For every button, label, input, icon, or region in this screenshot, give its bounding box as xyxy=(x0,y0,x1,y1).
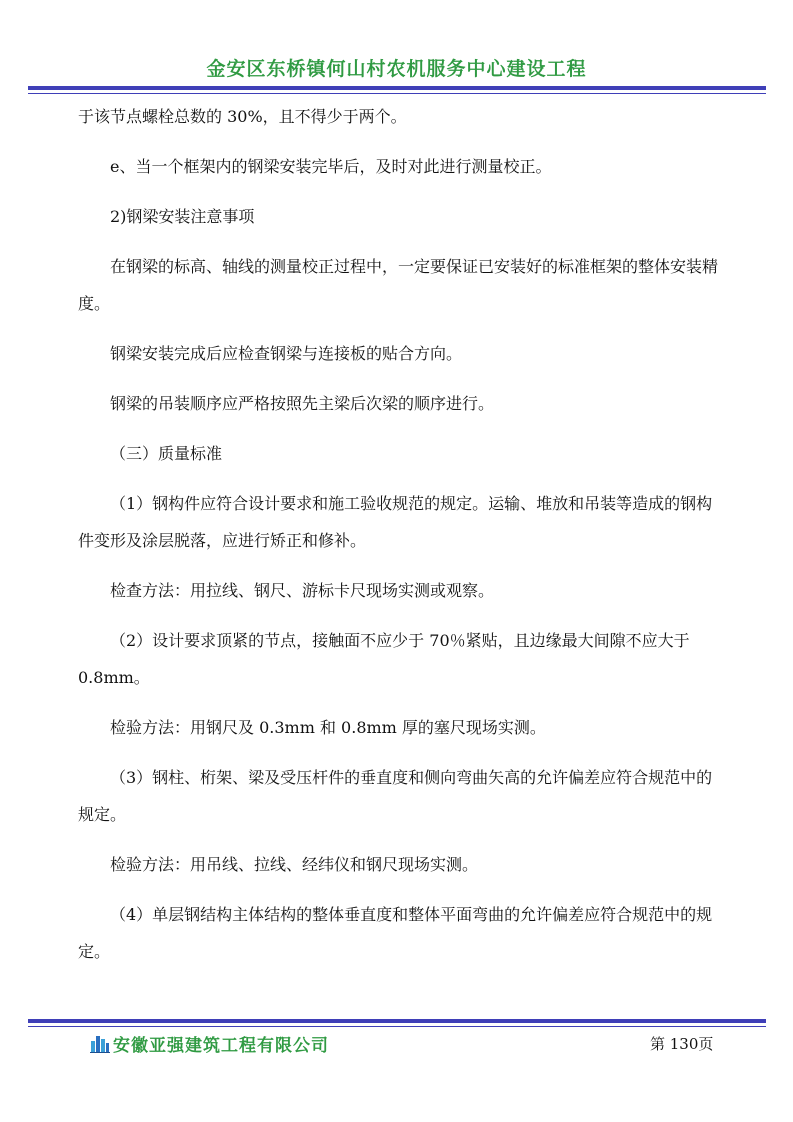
paragraph-6: 钢梁的吊装顺序应严格按照先主梁后次梁的顺序进行。 xyxy=(110,394,495,413)
footer-rule-thin xyxy=(28,1026,766,1027)
paragraph-4: 在钢梁的标高、轴线的测量校正过程中，一定要保证已安装好的标准框架的整体安装精度。 xyxy=(78,257,719,313)
paragraph-11: 检验方法：用钢尺及 0.3mm 和 0.8mm 厚的塞尺现场实测。 xyxy=(110,718,546,737)
paragraph-2: e、当一个框架内的钢梁安装完毕后，及时对此进行测量校正。 xyxy=(110,157,552,176)
header-title: 金安区东桥镇何山村农机服务中心建设工程 xyxy=(206,58,587,80)
paragraph-3-heading: 2)钢梁安装注意事项 xyxy=(110,207,255,226)
header-rule-thin xyxy=(28,93,766,94)
footer-rule-thick xyxy=(28,1019,766,1023)
paragraph-1: 于该节点螺栓总数的 30%，且不得少于两个。 xyxy=(78,107,407,126)
document-body xyxy=(78,98,722,983)
paragraph-14: （4）单层钢结构主体结构的整体垂直度和整体平面弯曲的允许偏差应符合规范中的规定。 xyxy=(78,905,713,961)
page-number: 第 130页 xyxy=(650,1035,714,1053)
building-logo-icon xyxy=(90,1033,110,1053)
paragraph-13: 检验方法：用吊线、拉线、经纬仪和钢尺现场实测。 xyxy=(110,855,479,874)
paragraph-5: 钢梁安装完成后应检查钢梁与连接板的贴合方向。 xyxy=(110,344,463,363)
paragraph-12: （3）钢柱、桁架、梁及受压杆件的垂直度和侧向弯曲矢高的允许偏差应符合规范中的规定。 xyxy=(78,768,713,824)
section-heading-quality: （三）质量标准 xyxy=(110,444,223,463)
paragraph-8: （1）钢构件应符合设计要求和施工验收规范的规定。运输、堆放和吊装等造成的钢构件变形及涂层脱落，应进行矫正和修补。 xyxy=(78,494,713,550)
paragraph-9: 检查方法：用拉线、钢尺、游标卡尺现场实测或观察。 xyxy=(110,581,495,600)
header-rule-thick xyxy=(28,86,766,90)
paragraph-10: （2）设计要求顶紧的节点，接触面不应少于 70％紧贴，且边缘最大间隙不应大于 0.8mm。 xyxy=(78,631,690,687)
footer-company-name: 安徽亚强建筑工程有限公司 xyxy=(113,1036,329,1056)
